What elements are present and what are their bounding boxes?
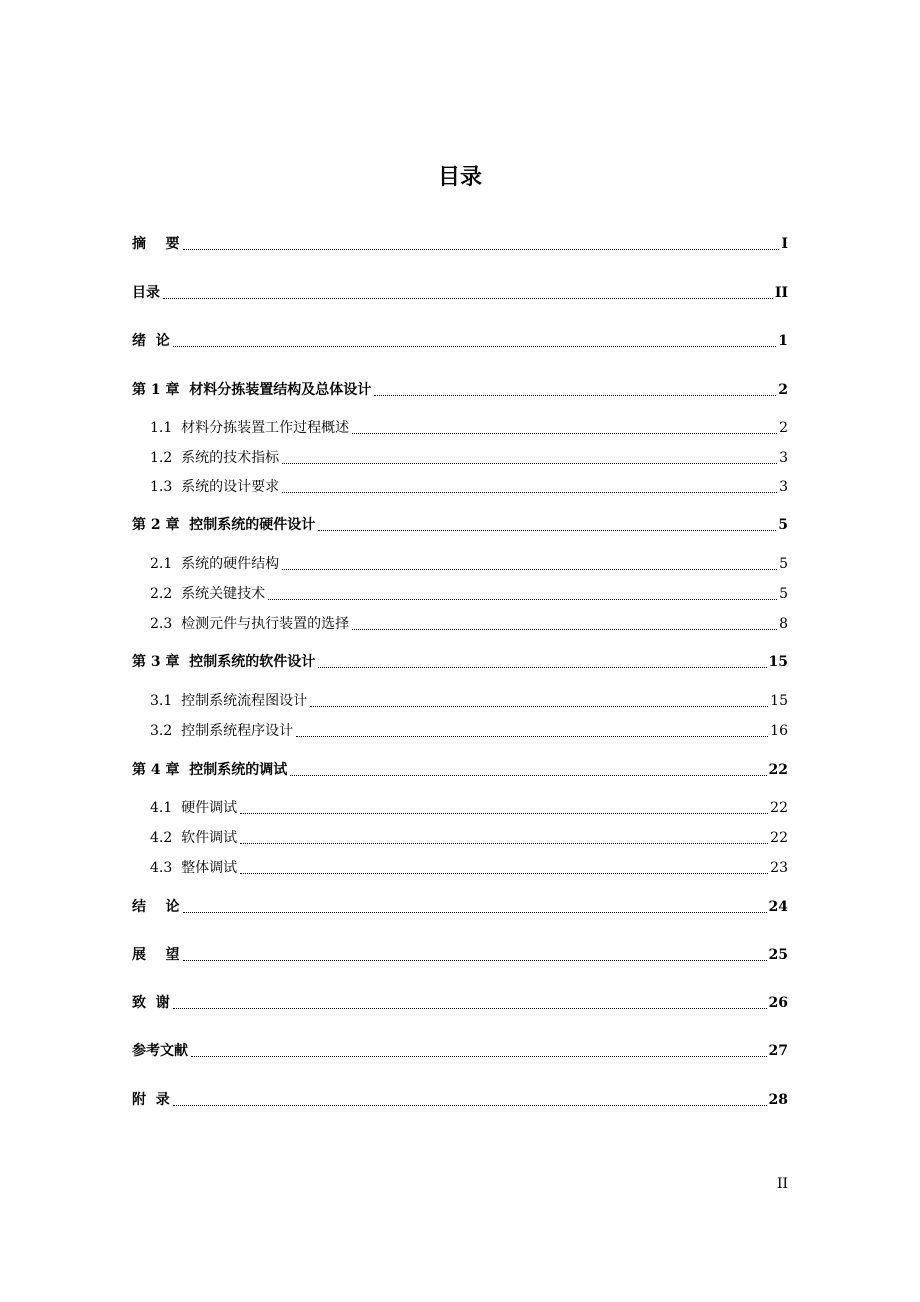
toc-entry-page: 1 <box>778 333 788 349</box>
toc-entry-title: 摘 要 <box>132 236 180 252</box>
toc-leader-dots <box>282 492 777 493</box>
toc-entry-title: 第 2 章 控制系统的硬件设计 <box>132 517 316 533</box>
toc-entry[interactable] <box>132 233 788 255</box>
page-number: II <box>776 1176 788 1192</box>
toc-leader-dots <box>318 667 766 668</box>
toc-entry[interactable] <box>150 797 788 819</box>
toc-entry-page: 15 <box>768 654 788 670</box>
toc-entry-page: 2 <box>778 382 788 398</box>
toc-entry-page: 5 <box>778 517 788 533</box>
toc-entry-title: 1.2 系统的技术指标 <box>150 450 280 466</box>
toc-entry-page: 22 <box>770 800 788 816</box>
toc-entry[interactable] <box>132 282 788 304</box>
toc-entry-title: 目录 <box>132 285 160 301</box>
toc-leader-dots <box>296 736 768 737</box>
toc-leader-dots <box>352 629 777 630</box>
toc-entry[interactable] <box>132 514 788 536</box>
toc-entry[interactable] <box>132 651 788 673</box>
toc-entry-page: 5 <box>779 556 788 572</box>
toc-entry-page: 26 <box>768 995 788 1011</box>
toc-leader-dots <box>173 1008 767 1009</box>
toc-entry-page: 22 <box>770 830 788 846</box>
toc-entry-page: 8 <box>779 616 788 632</box>
toc-leader-dots <box>173 1105 767 1106</box>
toc-entry-title: 2.2 系统关键技术 <box>150 586 266 602</box>
toc-entry[interactable] <box>132 896 788 918</box>
toc-entry-page: 3 <box>779 450 788 466</box>
toc-entry-page: I <box>781 236 788 252</box>
toc-leader-dots <box>352 433 777 434</box>
toc-entry-title: 展 望 <box>132 947 180 963</box>
toc-entry-page: 28 <box>768 1092 788 1108</box>
page-title: 目录 <box>437 165 482 190</box>
toc-leader-dots <box>183 960 767 961</box>
toc-leader-dots <box>240 873 768 874</box>
toc-entry[interactable] <box>150 447 788 469</box>
toc-entry-page: 2 <box>779 420 788 436</box>
toc-entry-title: 4.3 整体调试 <box>150 860 238 876</box>
toc-leader-dots <box>163 298 773 299</box>
toc-leader-dots <box>173 346 777 347</box>
toc-entry[interactable] <box>150 583 788 605</box>
toc-entry[interactable] <box>132 1089 788 1111</box>
toc-entry[interactable] <box>132 759 788 781</box>
toc-entry-title: 1.3 系统的设计要求 <box>150 479 280 495</box>
toc-entry[interactable] <box>150 857 788 879</box>
toc-leader-dots <box>268 599 777 600</box>
toc-leader-dots <box>240 843 768 844</box>
toc-entry-page: II <box>774 285 788 301</box>
toc-entry-page: 23 <box>770 860 788 876</box>
toc-entry-title: 2.1 系统的硬件结构 <box>150 556 280 572</box>
toc-entry[interactable] <box>150 720 788 742</box>
toc-entry[interactable] <box>150 417 788 439</box>
toc-entry-page: 3 <box>779 479 788 495</box>
toc-entry[interactable] <box>150 827 788 849</box>
toc-entry-title: 3.1 控制系统流程图设计 <box>150 693 308 709</box>
toc-leader-dots <box>318 530 776 531</box>
toc-entry-page: 16 <box>770 723 788 739</box>
toc-entry[interactable] <box>132 330 788 352</box>
toc-entry-title: 4.2 软件调试 <box>150 830 238 846</box>
toc-entry-title: 参考文献 <box>132 1043 188 1059</box>
toc-entry-title: 第 4 章 控制系统的调试 <box>132 762 288 778</box>
toc-entry-title: 绪 论 <box>132 333 170 349</box>
toc-entry[interactable] <box>132 1040 788 1062</box>
toc-entry-page: 22 <box>768 762 788 778</box>
toc-leader-dots <box>183 249 780 250</box>
toc-entry[interactable] <box>132 944 788 966</box>
toc-entry-title: 第 3 章 控制系统的软件设计 <box>132 654 316 670</box>
toc-entry-page: 27 <box>768 1043 788 1059</box>
toc-entry[interactable] <box>132 992 788 1014</box>
toc-leader-dots <box>282 569 777 570</box>
toc-leader-dots <box>191 1056 767 1057</box>
toc-entry-title: 4.1 硬件调试 <box>150 800 238 816</box>
toc-entry-title: 致 谢 <box>132 995 170 1011</box>
toc-entry-title: 第 1 章 材料分拣装置结构及总体设计 <box>132 382 372 398</box>
toc-entry-page: 5 <box>779 586 788 602</box>
toc-entry[interactable] <box>150 690 788 712</box>
toc-entry-title: 结 论 <box>132 899 180 915</box>
toc-leader-dots <box>310 706 768 707</box>
toc-entry[interactable] <box>150 613 788 635</box>
toc-entry-page: 25 <box>768 947 788 963</box>
toc-leader-dots <box>240 813 768 814</box>
toc-entry[interactable] <box>132 379 788 401</box>
toc-entry-title: 3.2 控制系统程序设计 <box>150 723 294 739</box>
toc-leader-dots <box>290 775 766 776</box>
toc-entry[interactable] <box>150 553 788 575</box>
toc-entry-title: 1.1 材料分拣装置工作过程概述 <box>150 420 350 436</box>
toc-leader-dots <box>374 395 776 396</box>
toc-entry-title: 2.3 检测元件与执行装置的选择 <box>150 616 350 632</box>
toc-entry-title: 附 录 <box>132 1092 170 1108</box>
toc-entry-page: 15 <box>770 693 788 709</box>
toc-leader-dots <box>183 912 767 913</box>
toc-entry-page: 24 <box>768 899 788 915</box>
toc-leader-dots <box>282 463 777 464</box>
toc-entry[interactable] <box>150 476 788 498</box>
